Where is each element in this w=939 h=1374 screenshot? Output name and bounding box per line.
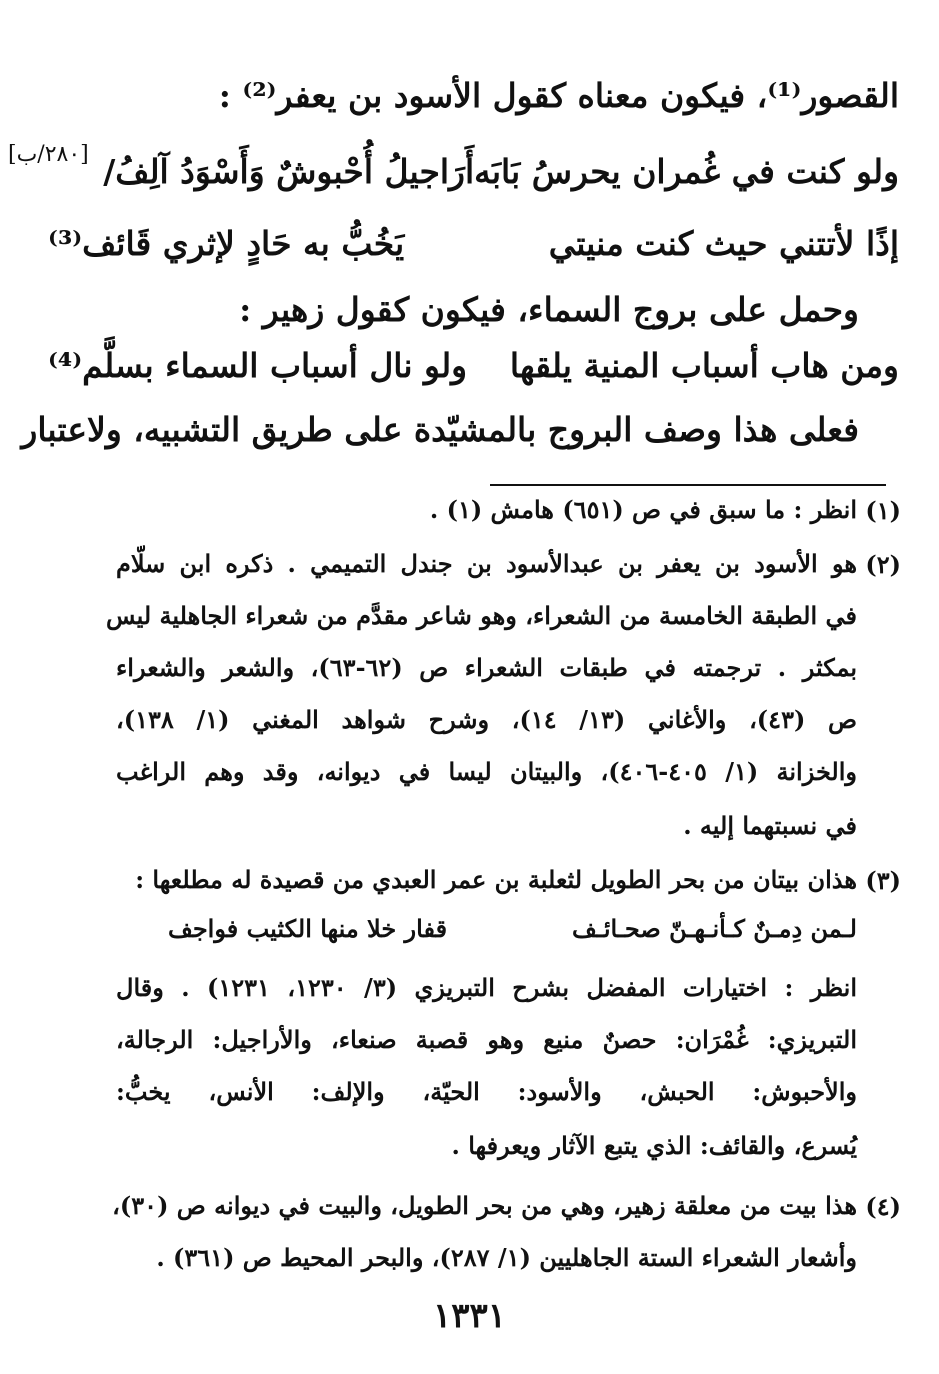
footnote-2-line-1: هو الأسود بن يعفر بن عبدالأسود بن جندل التميمي . ذكره ابن سلّام [116, 549, 857, 578]
footnote-3-verse-hemistich-2: قفار خلا منها الكثيب فواجف [168, 914, 448, 943]
footnote-3-line-4: والأحبوش: الحبش، والأسود: الحيّة، والإلف: الأنس، يخبُّ: [116, 1077, 857, 1106]
verse-1-hemistich-2: أَرَاجيلُ أُحْبوشٌ وَأَسْوَدُ آلِفُ/ [103, 152, 475, 191]
footnote-3-line-5: يُسرع، والقائف: الذي يتبع الآثار ويعرفها . [451, 1131, 857, 1160]
body-line-2: وحمل على بروج السماء، فيكون كقول زهير : [239, 290, 859, 329]
footnote-2-line-4: ص (٤٣)، والأغاني (١٣/ ١٤)، وشرح شواهد المغني (١/ ١٣٨)، [116, 705, 858, 734]
footnote-separator [490, 484, 886, 486]
body-line-1: القصور⁽¹⁾، فيكون معناه كقول الأسود بن يعفر⁽²⁾ : [218, 76, 899, 115]
footnote-4-number: (٤) [865, 1192, 901, 1221]
footnote-2-line-6: في نسبتهما إليه . [683, 811, 857, 840]
footnote-2-line-3: بمكثر . ترجمته في طبقات الشعراء ص (٦٢-٦٣)، والشعر والشعراء [116, 653, 858, 682]
page-number: ١٣٣١ [432, 1296, 507, 1336]
body-line-3: فعلى هذا وصف البروج بالمشيّدة على طريق التشبيه، ولاعتبار [21, 410, 859, 449]
footnote-2-line-5: والخزانة (١/ ٤٠٥-٤٠٦)، والبيتان ليسا في ديوانه، وقد وهم الراغب [116, 757, 858, 786]
verse-1-hemistich-1: ولو كنت في غُمران يحرسُ بَابَه [474, 152, 899, 191]
footnote-4-line-2: وأشعار الشعراء الستة الجاهليين (١/ ٢٨٧)، والبحر المحيط ص (٣٦١) . [156, 1243, 857, 1272]
footnote-3-verse [168, 914, 857, 943]
verse-2 [48, 222, 899, 266]
footnote-2-number: (٢) [865, 550, 901, 579]
footnote-3-line-1: هذان بيتان من بحر الطويل لثعلبة بن عمر العبدي من قصيدة له مطلعها : [135, 865, 857, 894]
verse-2-hemistich-2: يَخُبُّ به حَادٍ لإثري قَائف⁽³⁾ [48, 224, 405, 263]
footnote-2-line-2: في الطبقة الخامسة من الشعراء، وهو شاعر مقدَّم من شعراء الجاهلية ليس [106, 601, 857, 630]
verse-3-hemistich-2: ولو نال أسباب السماء بسلَّم⁽⁴⁾ [48, 346, 468, 385]
verse-2-hemistich-1: إذًا لأتتني حيث كنت منيتي [548, 224, 899, 263]
footnote-1-number: (١) [865, 496, 901, 525]
footnote-3-number: (٣) [865, 866, 901, 895]
manuscript-folio-marker: [٢٨٠/ب] [8, 142, 89, 167]
footnote-3-line-3: التبريزي: غُمْرَان: حصنٌ منيع وهو قصبة صنعاء، والأراجيل: الرجالة، [116, 1025, 857, 1054]
footnote-3-verse-hemistich-1: لـمن دِمـنٌ كـأنـهـنّ صحـائـف [571, 914, 857, 943]
footnote-1-text: انظر : ما سبق في ص (٦٥١) هامش (١) . [429, 495, 857, 524]
footnote-3-line-2: انظر : اختيارات المفضل بشرح التبريزي (٣/ ١٢٣٠، ١٢٣١) . وقال [116, 973, 858, 1002]
footnote-4-line-1: هذا بيت من معلقة زهير، وهي من بحر الطويل، والبيت في ديوانه ص (٣٠)، [112, 1191, 857, 1220]
verse-3 [48, 344, 899, 388]
verse-3-hemistich-1: ومن هاب أسباب المنية يلقها [509, 346, 899, 385]
verse-1 [103, 150, 899, 194]
